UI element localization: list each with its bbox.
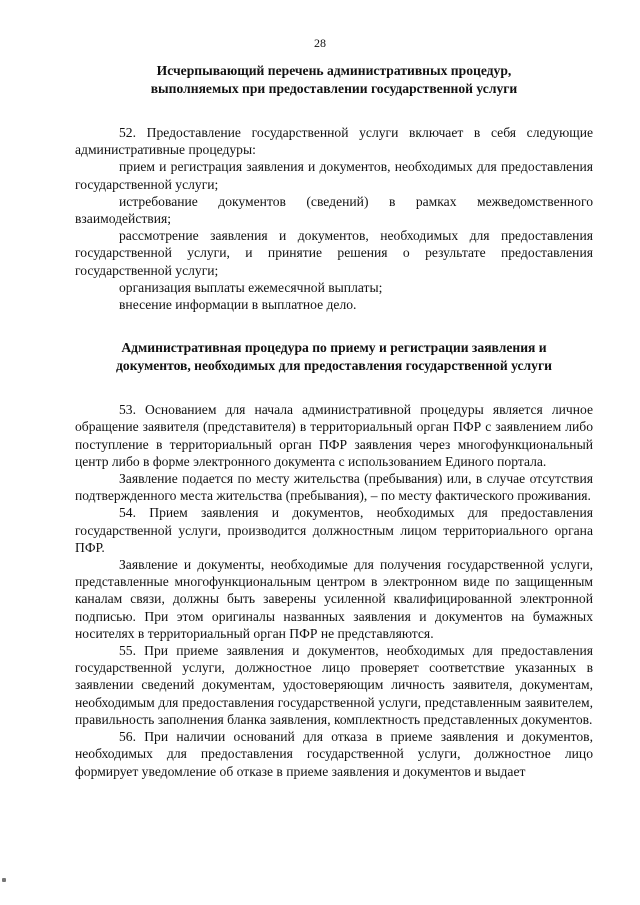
procedure-list-item: рассмотрение заявления и документов, необходимых для предоставления государственной услуги, и принятие решения о результате предоставления государственной услуги; bbox=[75, 228, 593, 278]
section-heading-reception-procedure bbox=[75, 339, 593, 375]
page-number: 28 bbox=[314, 36, 326, 50]
heading-line: Исчерпывающий перечень административных процедур, bbox=[156, 63, 512, 78]
heading-line: выполняемых при предоставлении государственной услуги bbox=[150, 81, 518, 96]
section-heading-procedures-list bbox=[75, 62, 593, 98]
paragraph-55: 55. При приеме заявления и документов, необходимых для предоставления государственной услуги, должностное лицо проверяет соответствие указанных в заявлении сведений документам, удостоверяющим личность заявителя, документам, необходимым для предоставления государственной услуги, представленным заявителем, правильность заполнения бланка заявления, комплектность представленных документов. bbox=[75, 643, 593, 727]
document-body bbox=[75, 62, 593, 780]
heading-line: Административная процедура по приему и регистрации заявления и bbox=[121, 340, 547, 356]
procedure-list-item: истребование документов (сведений) в рамках межведомственного взаимодействия; bbox=[75, 193, 593, 227]
paragraph-54: 54. Прием заявления и документов, необходимых для предоставления государственной услуги, производится должностным лицом территориального органа ПФР. bbox=[75, 505, 593, 555]
paragraph-56: 56. При наличии оснований для отказа в приеме заявления и документов, необходимых для предоставления государственной услуги, должностное лицо формирует уведомление об отказе в приеме заявления и документов и выдает bbox=[75, 729, 593, 779]
clause-52 bbox=[75, 124, 593, 313]
procedure-list-item: внесение информации в выплатное дело. bbox=[119, 297, 357, 313]
paragraph-53: 53. Основанием для начала административной процедуры является личное обращение заявителя (представителя) в территориальный орган ПФР с заявлением либо поступление в территориальный орган ПФР заявления через многофункциональный центр либо в форме электронного документа с использованием Единого портала. bbox=[75, 402, 593, 469]
procedure-list-item: организация выплаты ежемесячной выплаты; bbox=[119, 279, 383, 295]
paragraph-application-place: Заявление подается по месту жительства (пребывания) или, в случае отсутствия подтвержденного места жительства (пребывания), – по месту фактического проживания. bbox=[75, 471, 593, 504]
procedure-list-item: прием и регистрация заявления и документов, необходимых для предоставления государственной услуги; bbox=[75, 159, 593, 192]
clauses-53-56 bbox=[75, 401, 593, 779]
paragraph-52-intro: 52. Предоставление государственной услуги включает в себя следующие административные процедуры: bbox=[75, 125, 593, 158]
paragraph-mfc-documents: Заявление и документы, необходимые для получения государственной услуги, представленные многофункциональным центром в электронном виде по защищенным каналам связи, должны быть заверены усиленной квалифицированной электронной подписью. При этом оригиналы названных заявления и документов на бумажных носителях в территориальный орган ПФР не представляются. bbox=[75, 557, 593, 641]
scan-speck bbox=[2, 878, 6, 882]
heading-line: документов, необходимых для предоставления государственной услуги bbox=[116, 358, 552, 374]
